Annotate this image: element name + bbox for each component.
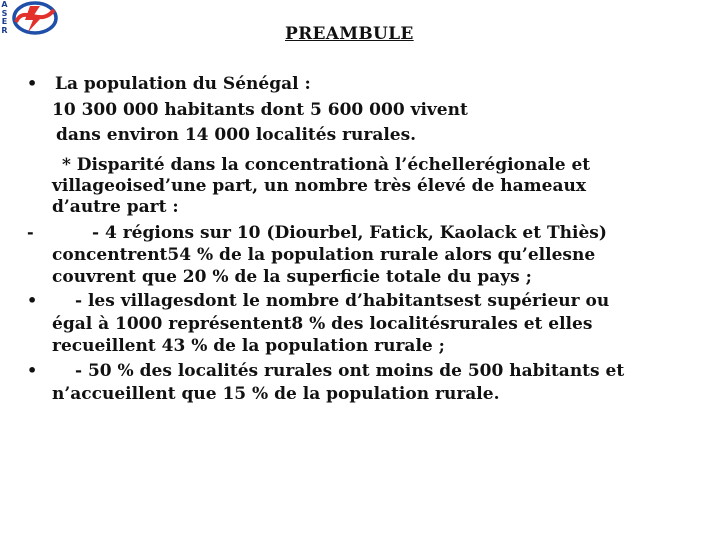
text-line: - 4 régions sur 10 (Diourbel, Fatick, Kaolack et Thiès) xyxy=(92,223,607,243)
bullet-marker: • xyxy=(27,74,38,93)
text-line: 10 300 000 habitants dont 5 600 000 vivent xyxy=(52,100,468,120)
bullet-marker: • xyxy=(27,361,38,380)
dash-marker: - xyxy=(27,223,34,242)
text-line: d’autre part : xyxy=(52,197,179,217)
text-line: La population du Sénégal : xyxy=(55,74,311,94)
logo-letter: E xyxy=(1,17,8,26)
text-line: villageoised’une part, un nombre très élevé de hameaux xyxy=(52,176,586,196)
text-line: dans environ 14 000 localités rurales. xyxy=(56,125,417,145)
bullet-marker: • xyxy=(27,291,38,310)
aser-logo xyxy=(0,0,62,38)
text-line: couvrent que 20 % de la superficie totale du pays ; xyxy=(52,267,532,287)
page-title: PREAMBULE xyxy=(285,24,414,44)
logo-letter: S xyxy=(1,8,8,18)
logo-letter: A xyxy=(1,0,8,9)
text-line: - les villagesdont le nombre d’habitantsest supérieur ou xyxy=(75,291,610,311)
text-line: concentrent54 % de la population rurale alors qu’ellesne xyxy=(52,245,596,265)
text-line: n’accueillent que 15 % de la population rurale. xyxy=(52,384,500,404)
text-line: - 50 % des localités rurales ont moins de 500 habitants et xyxy=(75,361,625,381)
text-line: recueillent 43 % de la population rurale ; xyxy=(52,336,445,356)
logo-emblem-icon xyxy=(10,0,60,36)
logo-acronym xyxy=(0,1,9,35)
text-line: égal à 1000 représentent8 % des localitésrurales et elles xyxy=(52,314,593,334)
text-line: * Disparité dans la concentrationà l’échellerégionale et xyxy=(62,155,591,175)
logo-letter: R xyxy=(1,25,8,35)
